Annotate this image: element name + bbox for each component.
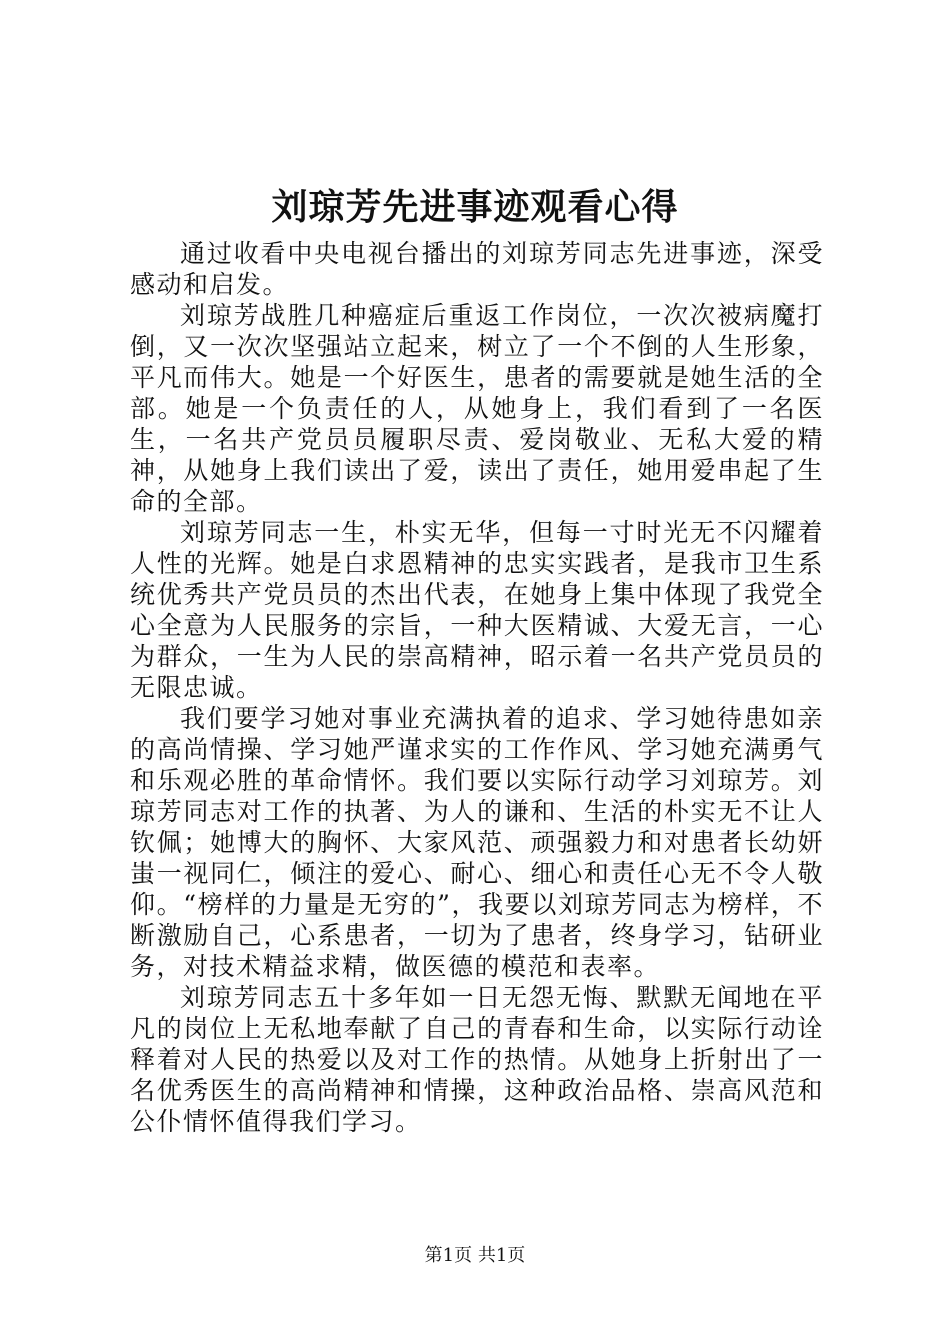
paragraph-3: 刘琼芳同志一生，朴实无华，但每一寸时光无不闪耀着人性的光辉。她是白求恩精神的忠实实践者，是我市卫生系统优秀共产党员员的杰出代表，在她身上集中体现了我党全心全意为人民服务的宗旨，一种大医精诚、大爱无言，一心为群众，一生为人民的崇高精神，昭示着一名共产党员员的无限忠诚。 [130,518,824,702]
page-footer: 第1页 共1页 [424,1245,526,1266]
paragraph-1: 通过收看中央电视台播出的刘琼芳同志先进事迹，深受感动和启发。 [130,239,824,299]
paragraph-4: 我们要学习她对事业充满执着的追求、学习她待患如亲的高尚情操、学习她严谨求实的工作作风、学习她充满勇气和乐观必胜的革命情怀。我们要以实际行动学习刘琼芳。刘琼芳同志对工作的执著、为人的谦和、生活的朴实无不让人钦佩；她博大的胸怀、大家风范、顽强毅力和对患者长幼妍蚩一视同仁，倾注的爱心、耐心、细心和责任心无不令人敬仰。“榜样的力量是无穷的”，我要以刘琼芳同志为榜样，不断激励自己，心系患者，一切为了患者，终身学习，钻研业务，对技术精益求精，做医德的模范和表率。 [130,704,824,981]
document-title: 刘琼芳先进事迹观看心得 [271,186,679,228]
paragraph-5: 刘琼芳同志五十多年如一日无怨无悔、默默无闻地在平凡的岗位上无私地奉献了自己的青春和生命，以实际行动诠释着对人民的热爱以及对工作的热情。从她身上折射出了一名优秀医生的高尚精神和情操，这种政治品格、崇高风范和公仆情怀值得我们学习。 [130,983,824,1136]
paragraph-2: 刘琼芳战胜几种癌症后重返工作岗位，一次次被病魔打倒，又一次次坚强站立起来，树立了一个不倒的人生形象，平凡而伟大。她是一个好医生，患者的需要就是她生活的全部。她是一个负责任的人，从她身上，我们看到了一名医生，一名共产党员员履职尽责、爱岗敬业、无私大爱的精神，从她身上我们读出了爱，读出了责任，她用爱串起了生命的全部。 [130,301,824,516]
document-body [130,238,824,1137]
